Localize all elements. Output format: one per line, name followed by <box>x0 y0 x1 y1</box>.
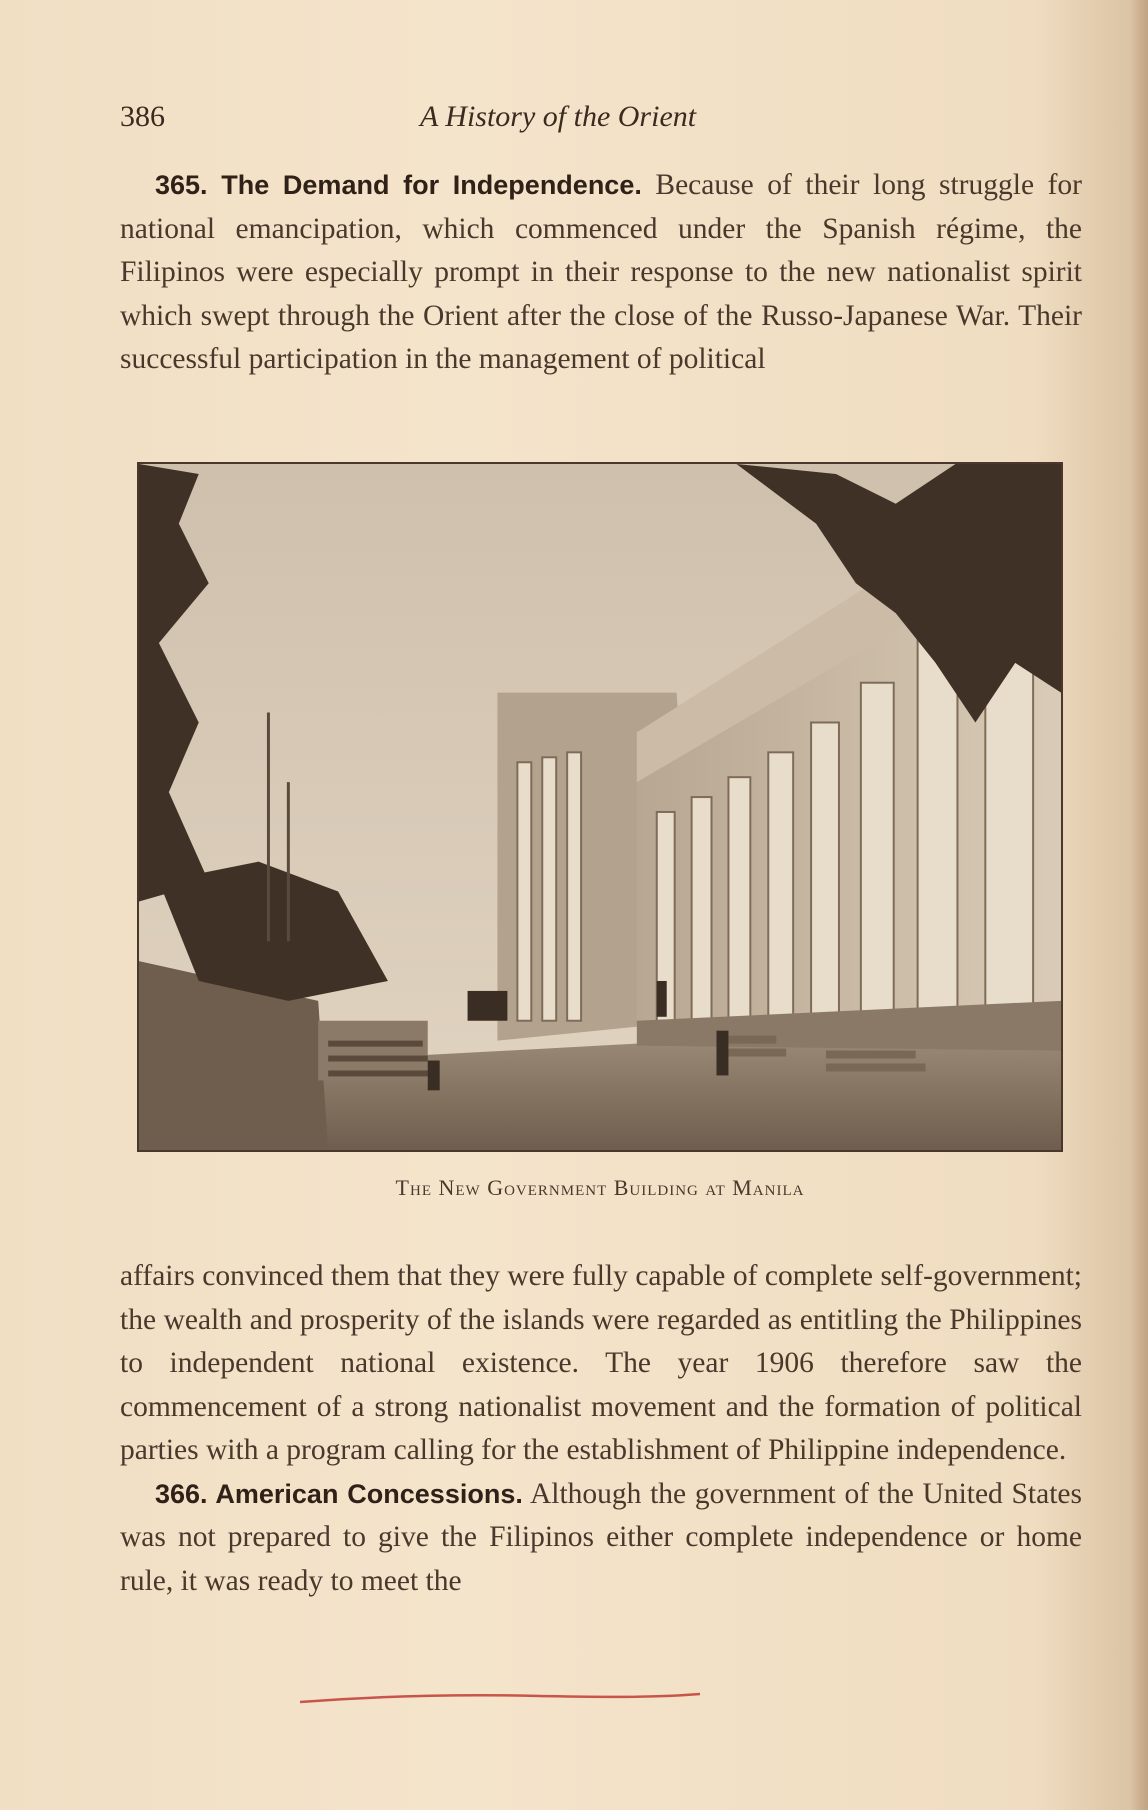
section-365-text-part1: Because of their long struggle for national emancipation, which commenced under the Spanish régime, the Filipinos were especially prompt in their response to the new nationalist spirit which swept through the Orient after the close of the Russo-Japanese War. Their successful participation in the management of political <box>120 169 1082 375</box>
section-365-paragraph-continued <box>120 1255 1082 1603</box>
section-365-text-part2: affairs convinced them that they were fully capable of complete self-government; the wealth and prosperity of the islands were regarded as entitling the Philippines to independent national existence. The year 1906 therefore saw the commencement of a strong nationalist movement and the formation of political parties with a program calling for the establishment of Philippine independence. <box>120 1260 1082 1466</box>
figure-caption: The New Government Building at Manila <box>395 1175 805 1200</box>
running-title: A History of the Orient <box>420 100 697 133</box>
photo-government-building <box>137 462 1063 1152</box>
section-366-text: Although the government of the United States was not prepared to give the Filipinos either complete independence or home rule, it was ready to meet the <box>120 1477 1082 1597</box>
photo-illustration <box>139 464 1061 1150</box>
page-header <box>120 100 1080 140</box>
section-366-heading: 366. American Concessions. <box>155 1478 523 1509</box>
section-365-paragraph-start <box>120 164 1082 382</box>
section-365-heading: 365. The Demand for Independence. <box>155 170 642 200</box>
page-number: 386 <box>120 100 165 133</box>
red-pencil-underline <box>300 1690 700 1706</box>
